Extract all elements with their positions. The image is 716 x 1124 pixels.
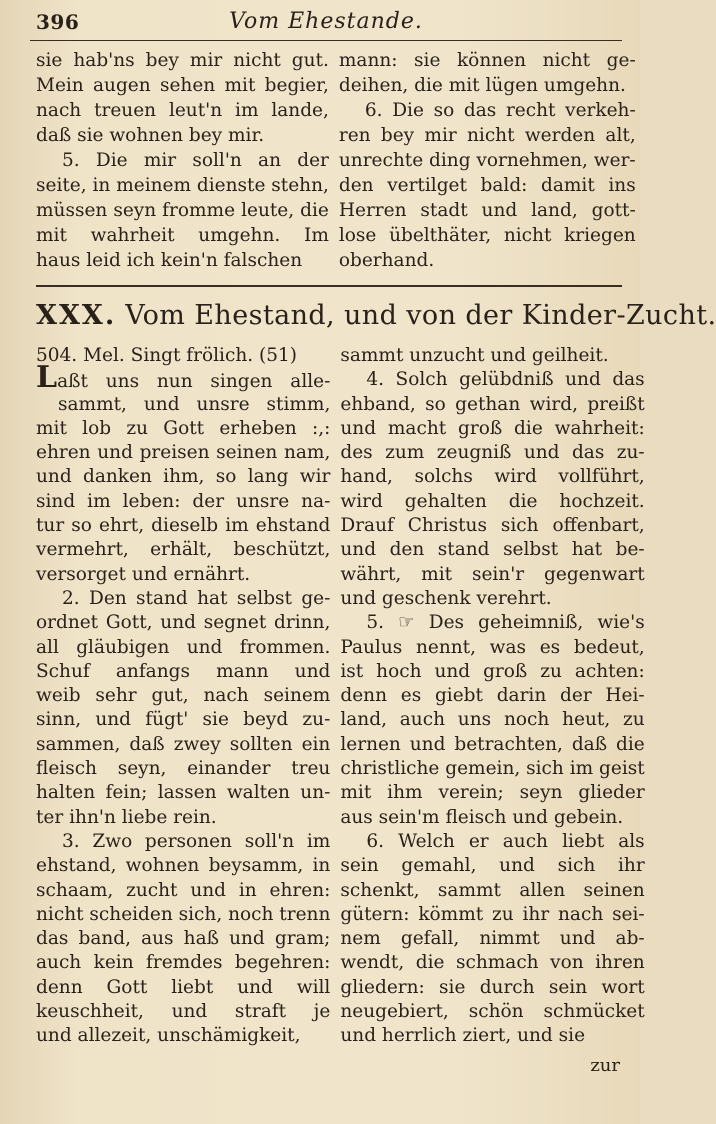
text-line: 6. Die so das recht verkeh- — [364, 100, 636, 121]
text-line: mit ihm verein; seyn glieder — [340, 782, 645, 804]
text-line: und allezeit, unschämigkeit, — [36, 1025, 301, 1047]
text-line: deihen, die mit lügen umgehn. — [338, 75, 626, 96]
top-right-column — [339, 48, 636, 273]
text-line: sinn, und fügt' sie beyd zu- — [36, 709, 331, 731]
text-line: oberhand. — [338, 250, 435, 271]
text-line: nach treuen leut'n im lande, — [36, 100, 329, 121]
text-line: denn es giebt darin der Hei- — [340, 685, 645, 707]
text-line: halten fein; lassen walten un- — [36, 782, 331, 804]
text-line: schenkt, sammt allen seinen — [340, 879, 645, 901]
text-line: mann: sie können nicht ge- — [338, 50, 636, 71]
hymn-text-block — [30, 344, 645, 1049]
text-line: schaam, zucht und in ehren: — [36, 879, 331, 901]
text-line: sammen, daß zwey sollten ein — [36, 733, 331, 755]
text-line: ehren und preisen seinen nam, — [36, 442, 331, 464]
text-line: Schuf anfangs mann und — [36, 660, 331, 682]
text-line: und den stand selbst hat be- — [340, 539, 645, 561]
running-head: Vom Ehestande. — [229, 9, 423, 34]
text-line: all gläubigen und frommen. — [36, 636, 331, 658]
text-line: sie hab'ns bey mir nicht gut. — [36, 50, 329, 71]
text-line: haus leid ich kein'n falschen — [36, 250, 303, 271]
page-number: 396 — [36, 10, 80, 34]
text-line: 6. Welch er auch liebt als — [366, 830, 645, 852]
text-line: 5. Die mir soll'n an der — [62, 150, 329, 171]
text-line: und macht groß die wahrheit: — [340, 417, 645, 439]
text-line: Mein augen sehen mit begier, — [36, 75, 329, 96]
text-line: fleisch seyn, einander treu — [36, 758, 331, 780]
text-line: 4. Solch gelübdniß und das — [366, 369, 645, 391]
text-line: tur so ehrt, dieselb im ehstand — [36, 515, 331, 537]
text-line: hand, solchs wird vollführt, — [340, 466, 645, 488]
text-line-content: aßt uns nun singen alle- — [57, 371, 331, 393]
section-number: XXX. — [36, 300, 117, 331]
text-line: versorget und ernährt. — [36, 563, 251, 585]
text-line: gliedern: sie durch sein wort — [340, 976, 645, 998]
top-left-column — [30, 48, 329, 273]
text-line: seite, in meinem dienste stehn, — [36, 175, 329, 196]
text-line: keuschheit, und straft je — [36, 1001, 331, 1023]
text-line: daß sie wohnen bey mir. — [36, 125, 265, 146]
text-line: währt, mit sein'r gegenwart — [340, 563, 645, 585]
text-line: ist hoch und groß zu achten: — [340, 660, 645, 682]
text-line: vermehrt, erhält, beschützt, — [36, 539, 331, 561]
text-line — [36, 360, 331, 396]
text-line: nicht scheiden sich, noch trenn — [36, 903, 331, 925]
text-line: neugebiert, schön schmücket — [340, 1001, 645, 1023]
bottom-left-lines — [36, 360, 331, 1048]
text-line: christliche gemein, sich im geist — [340, 758, 645, 780]
text-line: unrechte ding vornehmen, wer- — [338, 150, 636, 171]
bottom-left-column — [30, 344, 330, 1049]
text-line: nem gefall, nimmt und ab- — [340, 928, 645, 950]
drop-capital: L — [36, 360, 58, 396]
text-line: mit wahrheit umgehn. Im — [36, 225, 329, 246]
text-line: sammt, und unsre stimm, — [58, 393, 331, 415]
text-line: 2. Den stand hat selbst ge- — [62, 587, 331, 609]
top-text-block — [30, 48, 636, 273]
text-line: ren bey mir nicht werden alt, — [338, 125, 636, 146]
text-line: denn Gott liebt und will — [36, 976, 331, 998]
text-line: ehband, so gethan wird, preißt — [340, 393, 645, 415]
text-line: weib sehr gut, nach seinem — [36, 685, 331, 707]
section-heading — [36, 296, 716, 336]
text-line: mit lob zu Gott erheben :,: — [36, 417, 331, 439]
catchword: zur — [590, 1055, 620, 1076]
text-line: das band, aus haß und gram; — [36, 928, 331, 950]
text-line: wendt, die schmach von ihren — [340, 952, 645, 974]
section-title: Vom Ehestand, und von der Kinder-Zucht. — [125, 300, 716, 331]
page-header — [30, 6, 622, 41]
text-line: und geschenk verehrt. — [340, 587, 552, 609]
bottom-right-column — [340, 344, 644, 1049]
text-line: lose übelthäter, nicht kriegen — [338, 225, 636, 246]
text-line: ter ihn'n liebe rein. — [36, 806, 217, 828]
text-line: des zum zeugniß und das zu- — [340, 442, 645, 464]
section-rule — [36, 285, 622, 287]
text-line: ordnet Gott, und segnet drinn, — [36, 612, 331, 634]
text-line: ehstand, wohnen beysamm, in — [36, 855, 331, 877]
hymn-header: 504. Mel. Singt frölich. (51) — [36, 345, 297, 366]
text-line: gütern: kömmt zu ihr nach sei- — [340, 903, 645, 925]
text-line: land, auch uns noch heut, zu — [340, 709, 645, 731]
text-line: lernen und betrachten, daß die — [340, 733, 645, 755]
text-line: sein gemahl, und sich ihr — [340, 855, 645, 877]
text-line: Paulus nennt, was es bedeut, — [340, 636, 645, 658]
text-line: und danken ihm, so lang wir — [36, 466, 331, 488]
text-line: Herren stadt und land, gott- — [338, 200, 636, 221]
text-line: Drauf Christus sich offenbart, — [340, 515, 645, 537]
text-line: 3. Zwo personen soll'n im — [62, 830, 331, 852]
text-line: sind im leben: der unsre na- — [36, 490, 331, 512]
text-line: wird gehalten die hochzeit. — [340, 490, 645, 512]
text-line: aus sein'm fleisch und gebein. — [340, 806, 624, 828]
text-line: müssen seyn fromme leute, die — [36, 200, 329, 221]
text-line: den vertilget bald: damit ins — [338, 175, 636, 196]
text-line: und herrlich ziert, und sie — [340, 1025, 586, 1047]
text-line: auch kein fremdes begehren: — [36, 952, 331, 974]
text-line: 5. ☞ Des geheimniß, wie's — [366, 612, 645, 634]
text-line: sammt unzucht und geilheit. — [340, 345, 609, 366]
